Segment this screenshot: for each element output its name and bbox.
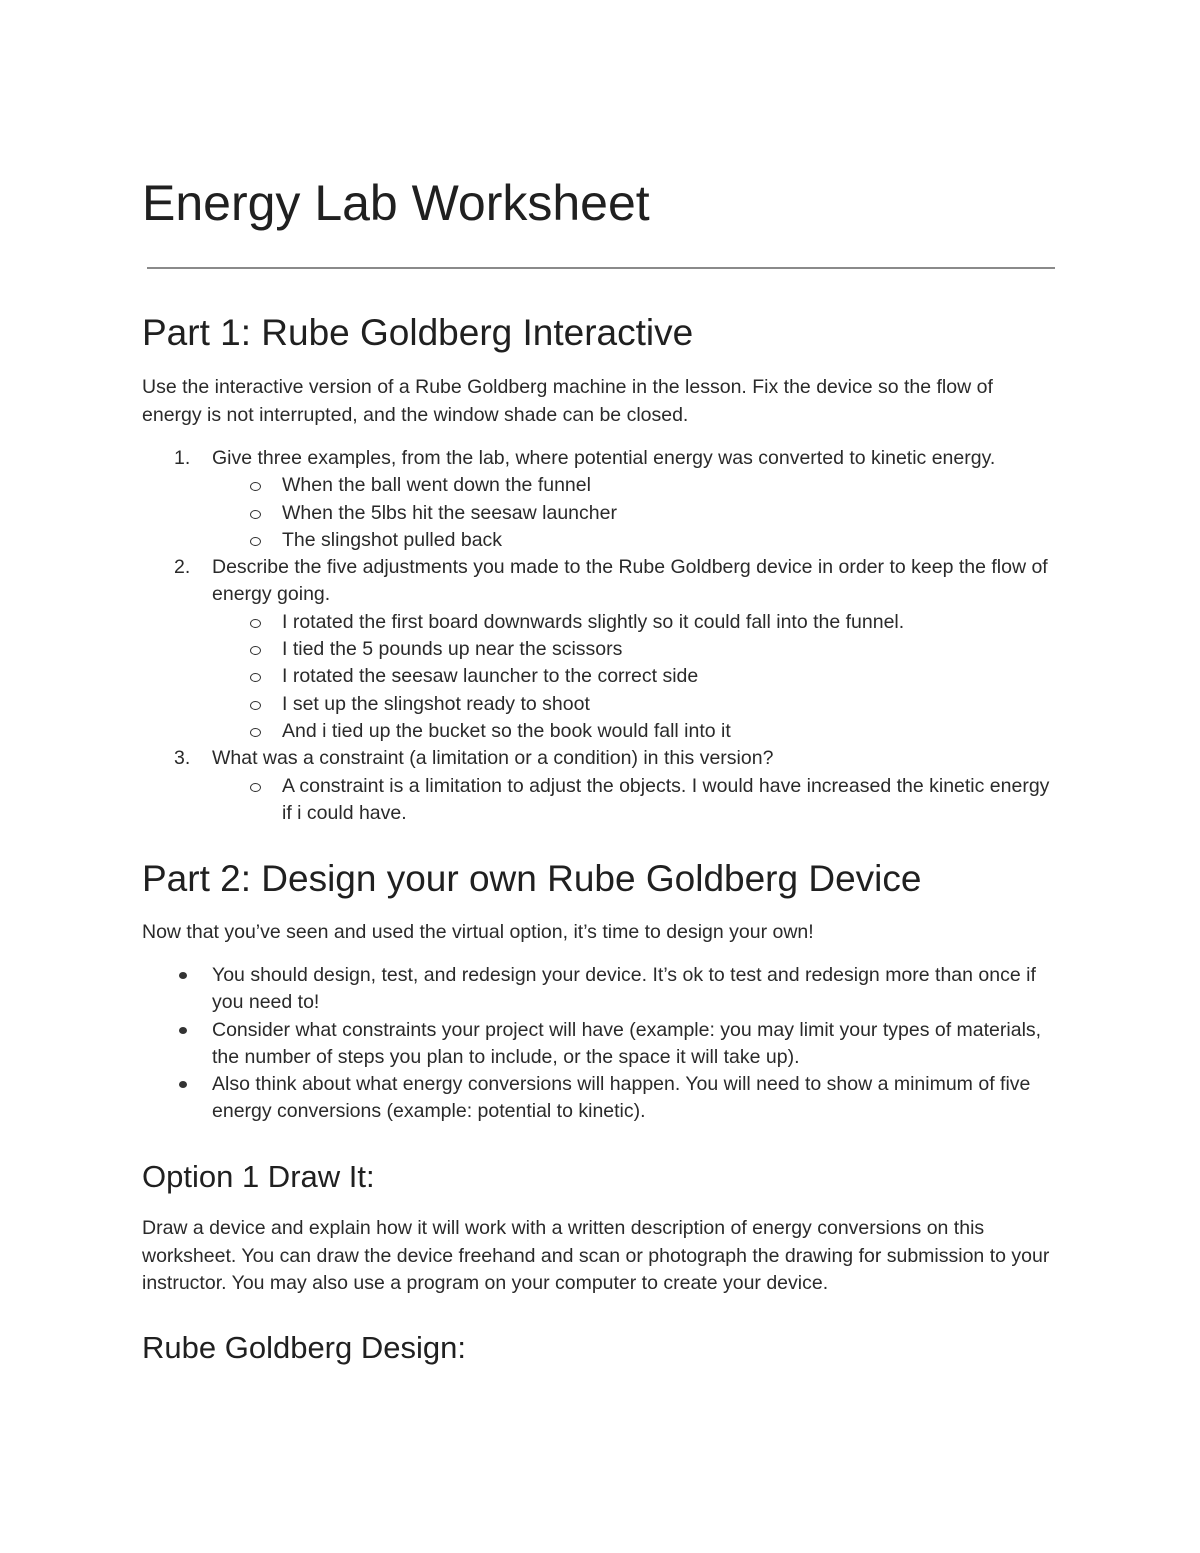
answer-text: When the 5lbs hit the seesaw launcher <box>282 501 617 524</box>
answer-item <box>142 773 1057 828</box>
answer-text: A constraint is a limitation to adjust the objects. I would have increased the kinetic energy if i could have. <box>282 774 1050 824</box>
answer-item <box>142 609 1057 636</box>
answer-item <box>142 472 1057 499</box>
part2-heading: Part 2: Design your own Rube Goldberg Device <box>142 858 922 899</box>
answer-item <box>142 663 1057 690</box>
part1-intro: Use the interactive version of a Rube Goldberg machine in the lesson. Fix the device so the flow of energy is not interrupted, and the window shade can be closed. <box>142 376 993 426</box>
hollow-bullet-icon <box>250 646 261 655</box>
bullet-item <box>142 962 1057 1017</box>
hollow-bullet-icon <box>250 783 261 792</box>
answer-text: The slingshot pulled back <box>282 528 503 551</box>
question-text: Give three examples, from the lab, where potential energy was converted to kinetic energy. <box>212 447 996 469</box>
answer-item <box>142 527 1057 554</box>
answer-text: I rotated the seesaw launcher to the correct side <box>282 665 699 688</box>
bullet-dot-icon <box>179 972 187 979</box>
hollow-bullet-icon <box>250 619 261 628</box>
hollow-bullet-icon <box>250 728 261 737</box>
option1-text: Draw a device and explain how it will work with a written description of energy conversions on this worksheet. You can draw the device freehand and scan or photograph the drawing for submission to your instructor. You may also use a program on your computer to create your device. <box>142 1217 1050 1294</box>
part1-question-list <box>142 445 1057 827</box>
bullet-item <box>142 1071 1057 1126</box>
answer-item <box>142 718 1057 745</box>
question-3 <box>142 745 1057 772</box>
answer-text: I rotated the first board downwards slightly so it could fall into the funnel. <box>282 610 905 633</box>
bullet-text: You should design, test, and redesign your device. It’s ok to test and redesign more than once if you need to! <box>212 964 1036 1014</box>
question-number: 1. <box>174 447 191 469</box>
title-divider <box>147 267 1055 269</box>
question-number: 2. <box>174 556 191 579</box>
question-text: What was a constraint (a limitation or a condition) in this version? <box>212 747 774 770</box>
answer-item <box>142 691 1057 718</box>
question-number: 3. <box>174 747 191 770</box>
part2-bullet-list <box>142 962 1057 1126</box>
question-text: Describe the five adjustments you made to the Rube Goldberg device in order to keep the flow of energy going. <box>212 556 1048 606</box>
question-2 <box>142 554 1057 609</box>
question-1 <box>142 445 1057 472</box>
bullet-item <box>142 1017 1057 1072</box>
part1-heading: Part 1: Rube Goldberg Interactive <box>142 312 694 353</box>
answer-item <box>142 500 1057 527</box>
answer-text: I tied the 5 pounds up near the scissors <box>282 638 623 661</box>
bullet-text: Consider what constraints your project will have (example: you may limit your types of materials, the number of steps you plan to include, or the space it will take up). <box>212 1018 1042 1068</box>
hollow-bullet-icon <box>250 482 261 491</box>
hollow-bullet-icon <box>250 701 261 710</box>
bullet-text: Also think about what energy conversions will happen. You will need to show a minimum of five energy conversions (example: potential to kinetic). <box>212 1073 1031 1123</box>
document-title: Energy Lab Worksheet <box>142 175 650 231</box>
bullet-dot-icon <box>179 1027 187 1034</box>
design-heading: Rube Goldberg Design: <box>142 1330 466 1365</box>
hollow-bullet-icon <box>250 673 261 682</box>
part2-intro: Now that you’ve seen and used the virtual option, it’s time to design your own! <box>142 921 814 943</box>
option1-heading: Option 1 Draw It: <box>142 1159 375 1194</box>
hollow-bullet-icon <box>250 510 261 519</box>
bullet-dot-icon <box>179 1081 187 1088</box>
hollow-bullet-icon <box>250 537 261 546</box>
answer-text: When the ball went down the funnel <box>282 474 591 497</box>
answer-text: I set up the slingshot ready to shoot <box>282 692 590 715</box>
answer-item <box>142 636 1057 663</box>
answer-text: And i tied up the bucket so the book would fall into it <box>282 719 731 742</box>
